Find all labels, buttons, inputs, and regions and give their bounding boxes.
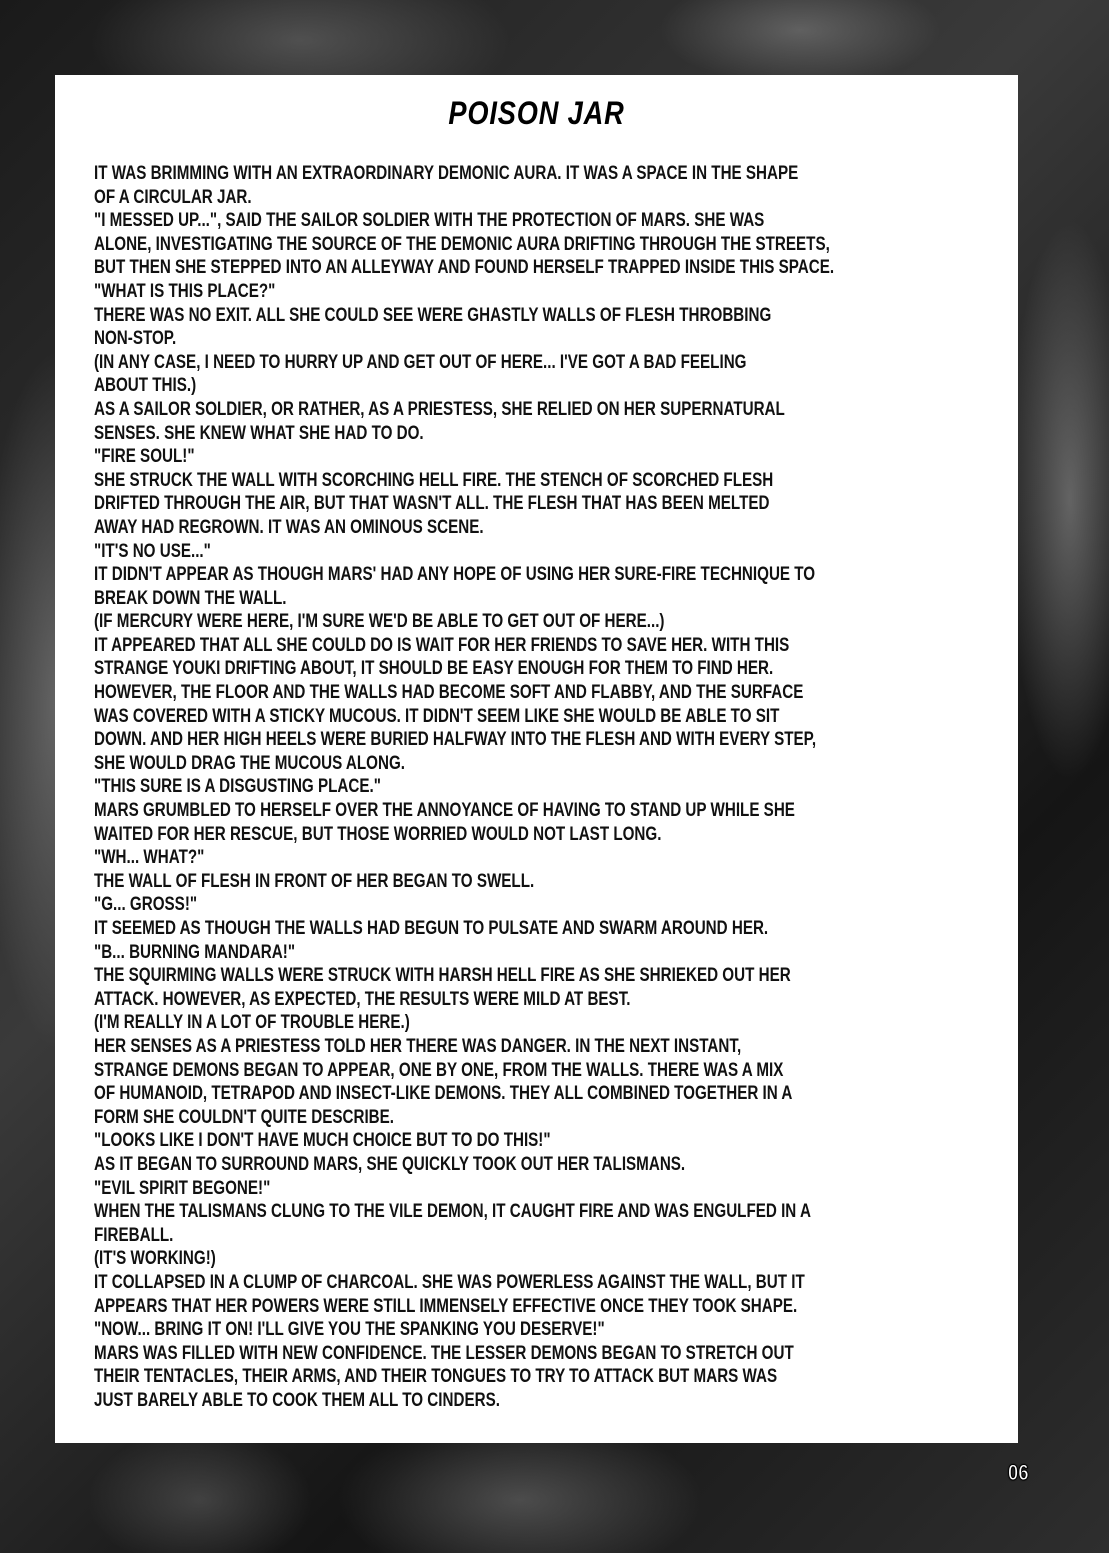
text-line: "THIS SURE IS A DISGUSTING PLACE.": [94, 776, 381, 798]
text-line: "EVIL SPIRIT BEGONE!": [94, 1177, 271, 1199]
text-line: STRANGE YOUKI DRIFTING ABOUT, IT SHOULD BE EASY ENOUGH FOR THEM TO FIND HER.: [94, 658, 774, 680]
text-line: MARS GRUMBLED TO HERSELF OVER THE ANNOYANCE OF HAVING TO STAND UP WHILE SHE: [94, 800, 795, 822]
text-line: "NOW... BRING IT ON! I'LL GIVE YOU THE SPANKING YOU DESERVE!": [94, 1319, 605, 1341]
text-line: (I'M REALLY IN A LOT OF TROUBLE HERE.): [94, 1012, 410, 1034]
text-line: HOWEVER, THE FLOOR AND THE WALLS HAD BECOME SOFT AND FLABBY, AND THE SURFACE: [94, 682, 804, 704]
text-line: THERE WAS NO EXIT. ALL SHE COULD SEE WERE GHASTLY WALLS OF FLESH THROBBING: [94, 304, 772, 326]
text-line: WAS COVERED WITH A STICKY MUCOUS. IT DIDN'T SEEM LIKE SHE WOULD BE ABLE TO SIT: [94, 705, 780, 727]
text-line: IT DIDN'T APPEAR AS THOUGH MARS' HAD ANY HOPE OF USING HER SURE-FIRE TECHNIQUE TO: [94, 564, 816, 586]
text-panel: [55, 75, 1018, 1443]
text-line: ABOUT THIS.): [94, 375, 197, 397]
text-line: JUST BARELY ABLE TO COOK THEM ALL TO CINDERS.: [94, 1389, 500, 1411]
text-line: DRIFTED THROUGH THE AIR, BUT THAT WASN'T ALL. THE FLESH THAT HAS BEEN MELTED: [94, 493, 770, 515]
text-line: THEIR TENTACLES, THEIR ARMS, AND THEIR TONGUES TO TRY TO ATTACK BUT MARS WAS: [94, 1366, 778, 1388]
text-line: BUT THEN SHE STEPPED INTO AN ALLEYWAY AND FOUND HERSELF TRAPPED INSIDE THIS SPACE.: [94, 257, 835, 279]
text-line: (IN ANY CASE, I NEED TO HURRY UP AND GET OUT OF HERE... I'VE GOT A BAD FEELING: [94, 351, 747, 373]
text-line: (IF MERCURY WERE HERE, I'M SURE WE'D BE ABLE TO GET OUT OF HERE...): [94, 611, 665, 633]
text-line: ATTACK. HOWEVER, AS EXPECTED, THE RESULTS WERE MILD AT BEST.: [94, 988, 631, 1010]
text-line: IT COLLAPSED IN A CLUMP OF CHARCOAL. SHE WAS POWERLESS AGAINST THE WALL, BUT IT: [94, 1271, 805, 1293]
text-line: AWAY HAD REGROWN. IT WAS AN OMINOUS SCENE.: [94, 516, 484, 538]
text-line: "WHAT IS THIS PLACE?": [94, 280, 276, 302]
text-line: FIREBALL.: [94, 1224, 174, 1246]
text-line: MARS WAS FILLED WITH NEW CONFIDENCE. THE LESSER DEMONS BEGAN TO STRETCH OUT: [94, 1342, 794, 1364]
text-line: "I MESSED UP...", SAID THE SAILOR SOLDIER WITH THE PROTECTION OF MARS. SHE WAS: [94, 210, 765, 232]
text-line: "IT'S NO USE...": [94, 540, 211, 562]
text-line: IT WAS BRIMMING WITH AN EXTRAORDINARY DEMONIC AURA. IT WAS A SPACE IN THE SHAPE: [94, 163, 799, 184]
text-line: AS A SAILOR SOLDIER, OR RATHER, AS A PRIESTESS, SHE RELIED ON HER SUPERNATURAL: [94, 398, 785, 420]
text-line: IT SEEMED AS THOUGH THE WALLS HAD BEGUN TO PULSATE AND SWARM AROUND HER.: [94, 918, 769, 939]
text-line: OF A CIRCULAR JAR.: [94, 186, 252, 208]
text-line: "WH... WHAT?": [94, 847, 205, 869]
text-line: THE SQUIRMING WALLS WERE STRUCK WITH HARSH HELL FIRE AS SHE SHRIEKED OUT HER: [94, 965, 791, 987]
text-line: STRANGE DEMONS BEGAN TO APPEAR, ONE BY ONE, FROM THE WALLS. THERE WAS A MIX: [94, 1059, 784, 1081]
page-number: 06: [1007, 1460, 1029, 1485]
text-line: "FIRE SOUL!": [94, 446, 195, 468]
text-line: APPEARS THAT HER POWERS WERE STILL IMMENSELY EFFECTIVE ONCE THEY TOOK SHAPE.: [94, 1295, 798, 1317]
text-line: HER SENSES AS A PRIESTESS TOLD HER THERE WAS DANGER. IN THE NEXT INSTANT,: [94, 1035, 742, 1057]
text-line: "G... GROSS!": [94, 894, 198, 916]
text-line: AS IT BEGAN TO SURROUND MARS, SHE QUICKLY TOOK OUT HER TALISMANS.: [94, 1153, 686, 1175]
text-line: ALONE, INVESTIGATING THE SOURCE OF THE DEMONIC AURA DRIFTING THROUGH THE STREETS,: [94, 233, 830, 255]
text-line: DOWN. AND HER HIGH HEELS WERE BURIED HALFWAY INTO THE FLESH AND WITH EVERY STEP,: [94, 729, 817, 751]
text-line: FORM SHE COULDN'T QUITE DESCRIBE.: [94, 1106, 395, 1128]
text-line: NON-STOP.: [94, 328, 177, 350]
text-line: "LOOKS LIKE I DON'T HAVE MUCH CHOICE BUT TO DO THIS!": [94, 1130, 551, 1152]
text-line: SHE STRUCK THE WALL WITH SCORCHING HELL FIRE. THE STENCH OF SCORCHED FLESH: [94, 469, 774, 491]
text-line: THE WALL OF FLESH IN FRONT OF HER BEGAN TO SWELL.: [94, 870, 535, 892]
text-line: BREAK DOWN THE WALL.: [94, 587, 287, 609]
page-title: POISON JAR: [448, 95, 625, 131]
text-line: OF HUMANOID, TETRAPOD AND INSECT-LIKE DEMONS. THEY ALL COMBINED TOGETHER IN A: [94, 1083, 793, 1105]
text-line: WAITED FOR HER RESCUE, BUT THOSE WORRIED WOULD NOT LAST LONG.: [94, 823, 662, 845]
text-line: "B... BURNING MANDARA!": [94, 941, 296, 963]
story-text: [94, 162, 1019, 1412]
text-line: WHEN THE TALISMANS CLUNG TO THE VILE DEMON, IT CAUGHT FIRE AND WAS ENGULFED IN A: [94, 1201, 811, 1223]
text-line: SHE WOULD DRAG THE MUCOUS ALONG.: [94, 752, 406, 774]
text-line: SENSES. SHE KNEW WHAT SHE HAD TO DO.: [94, 422, 424, 444]
text-line: (IT'S WORKING!): [94, 1248, 216, 1270]
text-line: IT APPEARED THAT ALL SHE COULD DO IS WAIT FOR HER FRIENDS TO SAVE HER. WITH THIS: [94, 634, 790, 656]
